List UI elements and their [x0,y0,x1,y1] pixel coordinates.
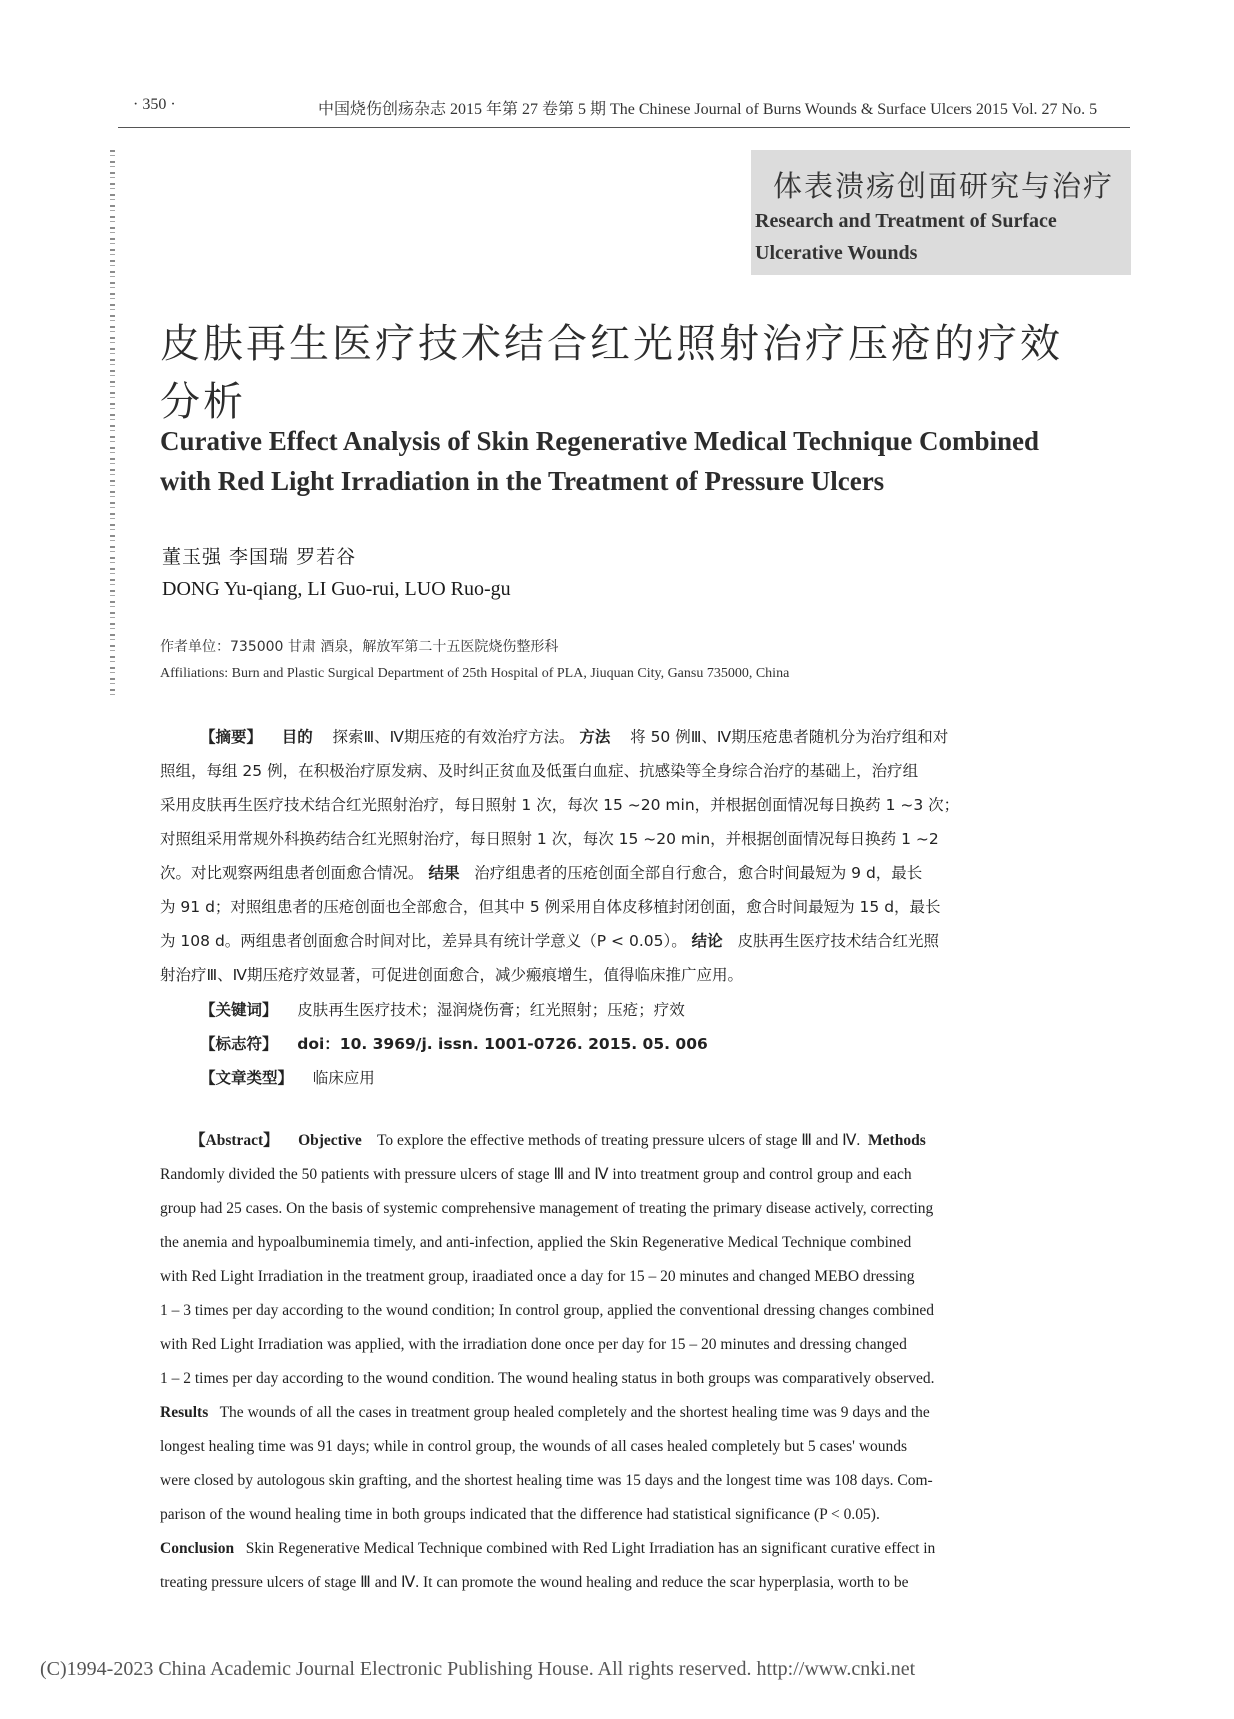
abstract-zh-text: 次。对比观察两组患者创面愈合情况。 [160,864,424,882]
abstract-en-line13 [160,1539,935,1559]
article-title-en-line1: Curative Effect Analysis of Skin Regenerative Medical Technique Combined [160,426,1039,456]
abstract-en-text: The wounds of all the cases in treatment group healed completely and the shortest healing time was 9 days and the [219,1404,930,1421]
objective-label-en: Objective [298,1132,362,1149]
article-title-en-line2: with Red Light Irradiation in the Treatment of Pressure Ulcers [160,466,885,496]
abstract-zh-label: 【摘要】 [200,728,263,746]
abstract-en-line3: group had 25 cases. On the basis of systemic comprehensive management of treating the primary disease actively, correcting [160,1200,934,1217]
abstract-en-line1 [190,1131,926,1151]
abstract-en-line8: 1 – 2 times per day according to the wound condition. The wound healing status in both groups was comparatively observed. [160,1370,935,1387]
abstract-zh-text: 为 108 d。两组患者创面愈合时间对比，差异具有统计学意义（P < 0.05）。 [160,932,687,950]
abstract-en-line4: the anemia and hypoalbuminemia timely, and anti-infection, applied the Skin Regenerative Medical Technique combined [160,1234,912,1251]
abstract-zh-text: 探索Ⅲ、Ⅳ期压疮的有效治疗方法。 [332,728,575,746]
methods-label-zh: 方法 [579,728,611,746]
abstract-en-label: 【Abstract】 [190,1132,279,1149]
objective-label-zh: 目的 [281,728,313,746]
doi-text: doi：10. 3969/j. issn. 1001-0726. 2015. 05. 006 [297,1035,708,1053]
abstract-zh-line8: 射治疗Ⅲ、Ⅳ期压疮疗效显著，可促进创面愈合，减少瘢痕增生，值得临床推广应用。 [160,966,743,984]
abstract-zh-line7 [160,931,939,951]
article-title-zh-line2: 分析 [160,379,246,425]
section-title-en-line1: Research and Treatment of Surface [755,210,1057,232]
abstract-en-line5: with Red Light Irradiation in the treatment group, iraadiated once a day for 15 – 20 minutes and changed MEBO dressing [160,1268,915,1285]
abstract-zh-line2: 照组，每组 25 例，在积极治疗原发病、及时纠正贫血及低蛋白血症、抗感染等全身综合治疗的基础上，治疗组 [160,762,919,780]
abstract-en-line7: with Red Light Irradiation was applied, with the irradiation done once per day for 15 – 20 minutes and dressing changed [160,1336,907,1353]
abstract-zh-text: 皮肤再生医疗技术结合红光照 [737,932,939,950]
abstract-zh-line3: 采用皮肤再生医疗技术结合红光照射治疗，每日照射 1 次，每次 15 ~20 min，并根据创面情况每日换药 1 ~3 次； [160,796,960,814]
abstract-en-line2: Randomly divided the 50 patients with pressure ulcers of stage Ⅲ and Ⅳ into treatment group and control group and each [160,1166,912,1183]
section-title-zh: 体表溃疡创面研究与治疗 [773,169,1115,203]
keywords-row [200,1000,685,1020]
results-label-en: Results [160,1404,209,1421]
section-banner [751,150,1131,275]
abstract-en-line11: were closed by autologous skin grafting, and the shortest healing time was 15 days and the longest time was 108 days. Com- [160,1472,933,1489]
abstract-en-text: Skin Regenerative Medical Technique combined with Red Light Irradiation has an significant curative effect in [245,1540,936,1557]
abstract-en-line6: 1 – 3 times per day according to the wound condition; In control group, applied the conventional dressing changes combined [160,1302,934,1319]
article-title-zh-line1: 皮肤再生医疗技术结合红光照射治疗压疮的疗效 [160,321,1063,367]
keywords-text: 皮肤再生医疗技术；湿润烧伤膏；红光照射；压疮；疗效 [297,1001,685,1019]
abstract-zh-line1 [200,727,948,747]
abstract-en-line9 [160,1403,930,1423]
authors-en: DONG Yu-qiang, LI Guo-rui, LUO Ruo-gu [162,578,511,600]
doi-row [200,1034,708,1054]
conclusion-label-en: Conclusion [160,1540,235,1557]
abstract-zh-text: 治疗组患者的压疮创面全部自行愈合，愈合时间最短为 9 d，最长 [474,864,923,882]
affiliation-en: Affiliations: Burn and Plastic Surgical Department of 25th Hospital of PLA, Jiuquan City, Gansu 735000, China [160,666,790,681]
abstract-zh-line5 [160,863,922,883]
authors-zh: 董玉强 李国瑞 罗若谷 [162,546,357,568]
conclusion-label-zh: 结论 [691,932,723,950]
journal-running-header: 中国烧伤创疡杂志 2015 年第 27 卷第 5 期 The Chinese Journal of Burns Wounds & Surface Ulcers 2015 Vol. 27 No. 5 [318,101,1098,118]
abstract-zh-line6: 为 91 d；对照组患者的压疮创面也全部愈合，但其中 5 例采用自体皮移植封闭创面，愈合时间最短为 15 d，最长 [160,898,941,916]
affiliation-zh: 作者单位：735000 甘肃 酒泉，解放军第二十五医院烧伤整形科 [160,639,559,655]
header-rule [118,127,1130,128]
abstract-en-line10: longest healing time was 91 days; while in control group, the wounds of all cases healed completely but 5 cases' wounds [160,1438,908,1455]
scan-margin-strip [110,150,115,695]
doi-label: 【标志符】 [200,1035,278,1053]
abstract-zh-line4: 对照组采用常规外科换药结合红光照射治疗，每日照射 1 次，每次 15 ~20 min，并根据创面情况每日换药 1 ~2 [160,830,939,848]
abstract-zh-text: 将 50 例Ⅲ、Ⅳ期压疮患者随机分为治疗组和对 [630,728,949,746]
keywords-label: 【关键词】 [200,1001,278,1019]
article-type-label: 【文章类型】 [200,1069,294,1087]
copyright-footer: (C)1994-2023 China Academic Journal Electronic Publishing House. All rights reserved. http://www.cnki.net [40,1658,916,1680]
article-type-row [200,1068,375,1088]
abstract-en-text: To explore the effective methods of treating pressure ulcers of stage Ⅲ and Ⅳ. [377,1132,861,1149]
page-number: · 350 · [133,96,176,113]
methods-label-en: Methods [868,1132,926,1149]
article-type-text: 临床应用 [312,1069,375,1087]
section-title-en-line2: Ulcerative Wounds [755,242,918,264]
results-label-zh: 结果 [428,864,460,882]
abstract-en-line14: treating pressure ulcers of stage Ⅲ and Ⅳ. It can promote the wound healing and reduce the scar hyperplasia, worth to be [160,1574,909,1591]
abstract-en-line12: parison of the wound healing time in both groups indicated that the difference had statistical significance (P < 0.05). [160,1506,880,1523]
